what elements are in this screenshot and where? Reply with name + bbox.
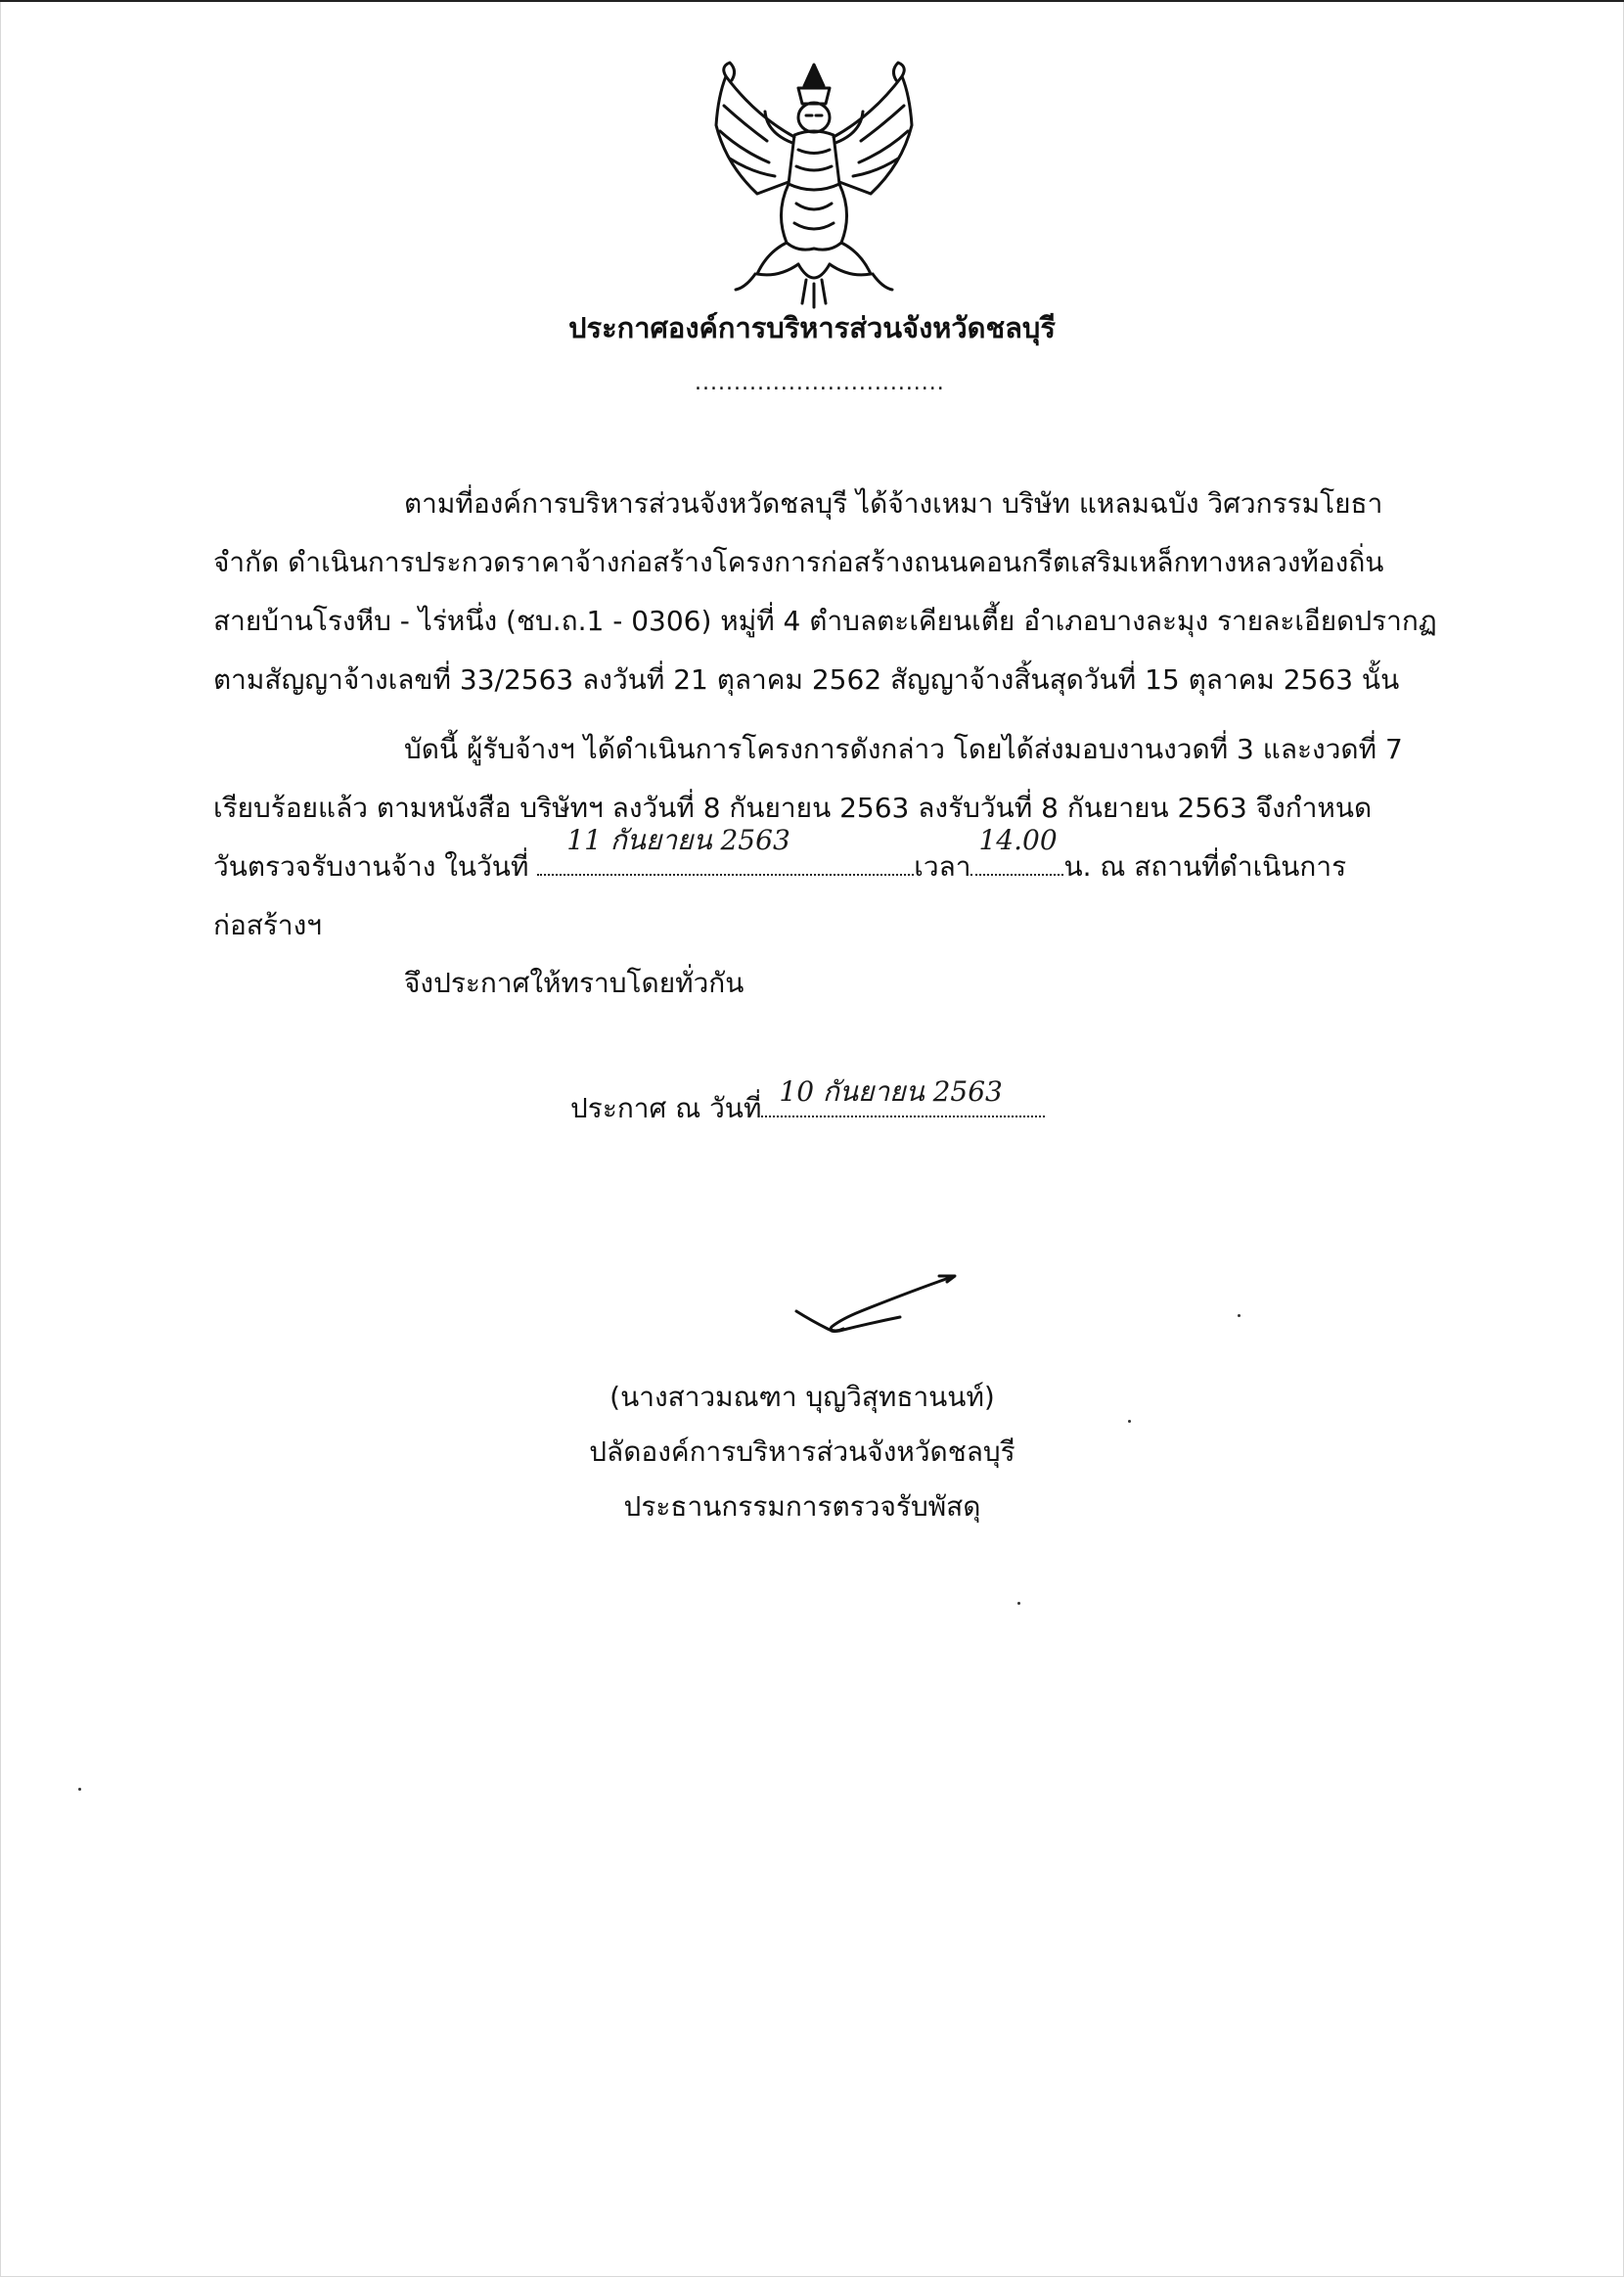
announcement-date-handwritten: 10 กันยายน 2563 bbox=[779, 1075, 1003, 1108]
scan-speck bbox=[78, 1788, 81, 1791]
paragraph-contract-details bbox=[213, 475, 1437, 709]
signer-name: (นางสาวมณฑา บุญวิสุทธานนท์) bbox=[609, 1381, 995, 1413]
scan-speck bbox=[1128, 1420, 1131, 1423]
scan-speck bbox=[1017, 1602, 1020, 1605]
handwritten-signature bbox=[792, 1272, 964, 1341]
paragraph-line: สายบ้านโรงหีบ - ไร่หนึ่ง (ชบ.ถ.1 - 0306) หมู่ที่ 4 ตำบลตะเคียนเตี้ย อำเภอบางละมุง รายละเอียดปรากฏ bbox=[213, 605, 1437, 637]
paragraph-line: ตามสัญญาจ้างเลขที่ 33/2563 ลงวันที่ 21 ตุลาคม 2562 สัญญาจ้างสิ้นสุดวันที่ 15 ตุลาคม 2563 นั้น bbox=[213, 663, 1400, 696]
inspection-time-handwritten: 14.00 bbox=[978, 824, 1058, 856]
inspection-date-line bbox=[213, 824, 1417, 896]
inspection-line-prefix: วันตรวจรับงานจ้าง ในวันที่ bbox=[213, 850, 538, 883]
title-separator: ................................ bbox=[695, 371, 945, 395]
garuda-emblem-icon bbox=[697, 57, 931, 313]
scan-speck bbox=[1238, 1314, 1241, 1317]
signer-block bbox=[548, 1370, 1057, 1534]
announcement-date-line bbox=[570, 1075, 1045, 1128]
inspection-date-handwritten: 11 กันยายน 2563 bbox=[566, 824, 790, 856]
time-label: เวลา bbox=[914, 850, 971, 883]
announcement-date-blank bbox=[761, 1075, 1045, 1117]
signer-role: ประธานกรรมการตรวจรับพัสดุ bbox=[623, 1490, 981, 1523]
inspection-date-blank bbox=[537, 824, 914, 876]
closing-statement: จึงประกาศให้ทราบโดยทั่วกัน bbox=[404, 967, 744, 999]
announcement-prefix: ประกาศ ณ วันที่ bbox=[570, 1092, 762, 1124]
document-title: ประกาศองค์การบริหารส่วนจังหวัดชลบุรี bbox=[568, 311, 1056, 344]
paragraph-line: บัดนี้ ผู้รับจ้างฯ ได้ดำเนินการโครงการดังกล่าว โดยได้ส่งมอบงานงวดที่ 3 และงวดที่ 7 bbox=[404, 733, 1403, 765]
paragraph-line: ก่อสร้างฯ bbox=[213, 909, 323, 941]
paragraph-inspection-notice bbox=[213, 720, 1417, 955]
inspection-line-suffix: น. ณ สถานที่ดำเนินการ bbox=[1063, 850, 1347, 883]
signer-position: ปลัดองค์การบริหารส่วนจังหวัดชลบุรี bbox=[589, 1435, 1015, 1468]
scan-edge-line bbox=[0, 0, 1624, 2]
paragraph-line: ตามที่องค์การบริหารส่วนจังหวัดชลบุรี ได้จ้างเหมา บริษัท แหลมฉบัง วิศวกรรมโยธา bbox=[404, 487, 1383, 520]
inspection-time-blank bbox=[970, 824, 1063, 876]
paragraph-line: เรียบร้อยแล้ว ตามหนังสือ บริษัทฯ ลงวันที่ 8 กันยายน 2563 ลงรับวันที่ 8 กันยายน 2563 จึงกำหนด bbox=[213, 792, 1373, 824]
paragraph-line: จำกัด ดำเนินการประกวดราคาจ้างก่อสร้างโครงการก่อสร้างถนนคอนกรีตเสริมเหล็กทางหลวงท้องถิ่น bbox=[213, 546, 1384, 578]
